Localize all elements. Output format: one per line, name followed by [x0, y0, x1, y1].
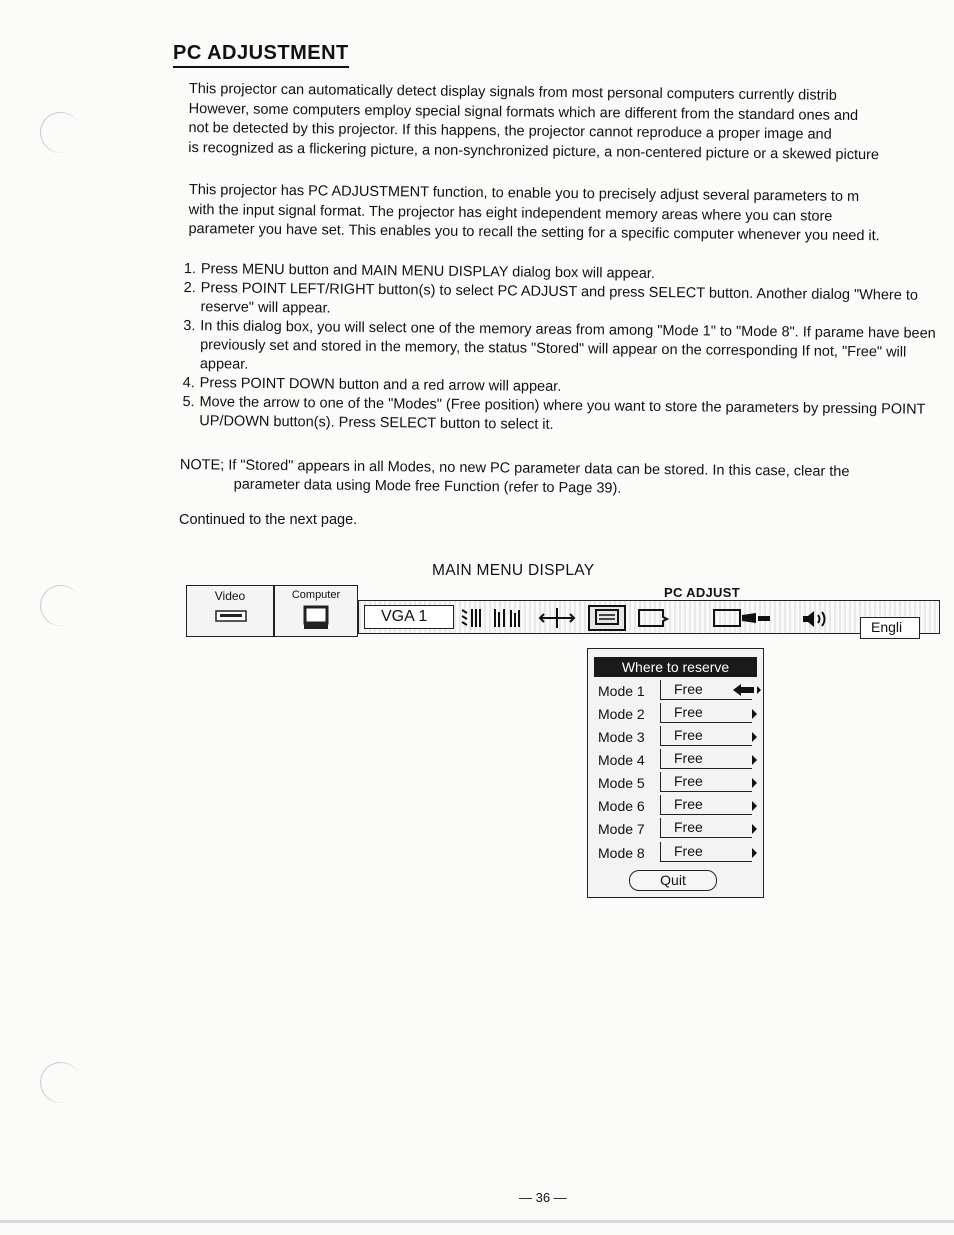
step-text: Press POINT LEFT/RIGHT button(s) to select PC ADJUST and press SELECT button. Another dialog "Where to reserve" will appear. — [200, 280, 919, 317]
step-number: 2. — [183, 279, 196, 297]
dialog-title: Where to reserve — [594, 657, 757, 677]
text-line: is recognized as a flickering picture, a non-synchronized picture, a non-centered picture or a skewed picture — [188, 139, 880, 163]
page-title: PC ADJUSTMENT — [173, 42, 349, 68]
language-select[interactable]: Engli — [860, 617, 920, 639]
main-menu-title: MAIN MENU DISPLAY — [432, 562, 595, 579]
intro-paragraph — [188, 80, 949, 166]
text-line: This projector has PC ADJUSTMENT function, to enable you to precisely adjust several parameters to m — [188, 181, 860, 206]
page-edge — [0, 1220, 954, 1223]
source-select[interactable]: VGA 1 — [364, 605, 454, 629]
tab-computer-label: Computer — [291, 589, 341, 601]
tab-video-label: Video — [214, 589, 246, 603]
mode-label: Mode 1 — [598, 683, 645, 699]
mode-status: Free — [660, 772, 752, 792]
mode-row[interactable] — [594, 703, 760, 725]
mode-label: Mode 8 — [598, 845, 645, 861]
step-text: Press MENU button and MAIN MENU DISPLAY dialog box will appear. — [200, 261, 655, 282]
note-line: parameter data using Mode free Function (refer to Page 39). — [233, 476, 622, 497]
mode-status: Free — [660, 703, 752, 723]
mode-status: Free — [660, 680, 752, 700]
pc-adjust-icon[interactable] — [588, 605, 626, 631]
step-text: Move the arrow to one of the "Modes" (Free position) where you want to store the parameters by pressing POINT UP/DOWN button(s). Press SELECT button to select it. — [199, 394, 926, 433]
mode-status: Free — [660, 818, 752, 838]
step-item — [182, 393, 947, 439]
text-line: parameter you have set. This enables you to recall the setting for a specific computer whenever you need it. — [188, 220, 880, 245]
function-paragraph — [188, 181, 949, 247]
chevron-right-icon — [752, 732, 758, 742]
mode-row[interactable] — [594, 680, 760, 702]
pc-adjust-label: PC ADJUST — [664, 585, 740, 600]
binder-hole — [34, 1056, 87, 1109]
continued-text: Continued to the next page. — [179, 512, 358, 528]
mode-status: Free — [660, 795, 752, 815]
mode-row[interactable] — [594, 818, 760, 840]
mode-row[interactable] — [594, 842, 760, 864]
note-block — [180, 456, 950, 502]
h-position-icon[interactable] — [538, 606, 576, 630]
vcr-icon — [215, 608, 247, 624]
main-menu-bar — [186, 585, 954, 637]
page-number: — 36 — — [519, 1190, 567, 1205]
mode-status: Free — [660, 749, 752, 769]
step-number: 3. — [183, 317, 196, 335]
mode-row[interactable] — [594, 726, 760, 748]
chevron-right-icon — [752, 755, 758, 765]
mode-label: Mode 4 — [598, 752, 645, 768]
speaker-icon[interactable] — [800, 607, 832, 631]
selection-arrow-icon — [732, 682, 762, 698]
step-number: 5. — [182, 393, 195, 411]
mode-row[interactable] — [594, 795, 760, 817]
step-number: 4. — [182, 374, 195, 392]
projector-icon[interactable] — [712, 607, 772, 629]
text-line: This projector can automatically detect display signals from most personal computers currently distrib — [188, 80, 837, 104]
mode-label: Mode 5 — [598, 775, 645, 791]
tab-computer[interactable] — [274, 585, 358, 637]
screen-icon[interactable] — [636, 607, 670, 629]
position-icon[interactable] — [458, 607, 486, 629]
step-text: Press POINT DOWN button and a red arrow will appear. — [199, 375, 562, 395]
chevron-right-icon — [752, 778, 758, 788]
quit-button[interactable]: Quit — [629, 870, 717, 891]
note-line: NOTE; If "Stored" appears in all Modes, no new PC parameter data can be stored. In this case, clear the — [179, 456, 850, 481]
step-number: 1. — [183, 260, 197, 278]
step-item — [183, 317, 949, 382]
mode-row[interactable] — [594, 772, 760, 794]
step-text: In this dialog box, you will select one of the memory areas from among "Mode 1" to "Mode 8". If parame have been previously set and stored in the memory, the status "Stored" will appear on the corresponding If not, "Free" will appear. — [199, 318, 936, 373]
where-to-reserve-dialog — [587, 648, 764, 898]
chevron-right-icon — [752, 824, 758, 834]
instruction-steps — [182, 260, 949, 439]
mode-row[interactable] — [594, 749, 760, 771]
mode-label: Mode 7 — [598, 821, 645, 837]
mode-status: Free — [660, 726, 752, 746]
clock-phase-icon[interactable] — [492, 607, 524, 629]
mode-label: Mode 6 — [598, 798, 645, 814]
mode-status: Free — [660, 842, 752, 862]
binder-hole — [34, 106, 87, 159]
tab-video[interactable] — [186, 585, 274, 637]
binder-hole — [34, 579, 87, 632]
chevron-right-icon — [752, 801, 758, 811]
chevron-right-icon — [752, 709, 758, 719]
text-line: not be detected by this projector. If this happens, the projector cannot reproduce a proper image and — [188, 119, 832, 143]
text-line: However, some computers employ special signal formats which are different from the standard ones and — [188, 100, 859, 124]
chevron-right-icon — [752, 848, 758, 858]
mode-label: Mode 3 — [598, 729, 645, 745]
text-line: with the input signal format. The projector has eight independent memory areas where you can store — [188, 201, 833, 225]
computer-icon — [303, 605, 329, 631]
mode-label: Mode 2 — [598, 706, 645, 722]
